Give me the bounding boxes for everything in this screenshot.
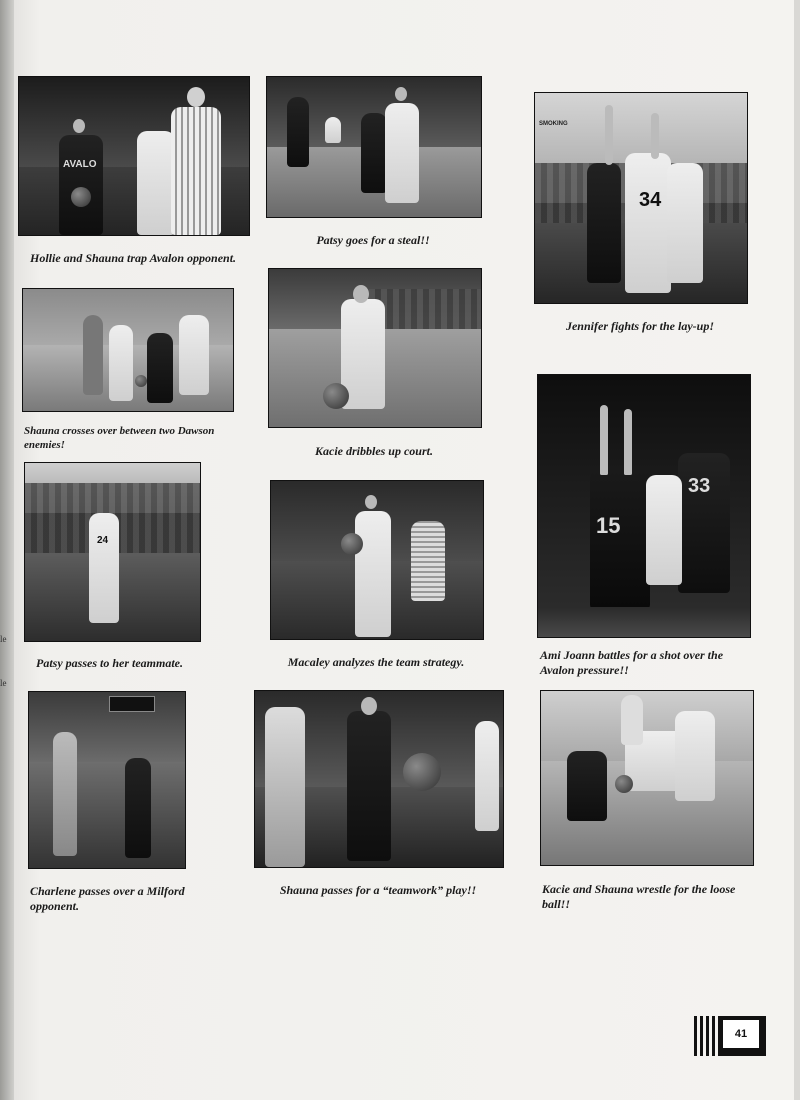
photo-milford-pass xyxy=(28,691,186,869)
caption-crossover: Shauna crosses over between two Dawson enemies! xyxy=(24,425,215,451)
photo-steal xyxy=(266,76,482,218)
photo-pass-teammate xyxy=(24,462,201,642)
badge-stripes xyxy=(694,1016,718,1056)
photo-team-strategy xyxy=(270,480,484,640)
caption-team-strategy: Macaley analyzes the team strategy. xyxy=(287,655,465,669)
caption-avalon-trap: Hollie and Shauna trap Avalon opponent. xyxy=(30,251,237,265)
caption-pass-teammate: Patsy passes to her teammate. xyxy=(36,656,183,670)
photo-teamwork-play xyxy=(254,690,504,868)
photo-layup xyxy=(534,92,748,304)
margin-mark: le xyxy=(0,634,7,644)
margin-mark: le xyxy=(0,678,7,688)
caption-dribble: Kacie dribbles up court. xyxy=(314,444,433,458)
caption-layup: Jennifer fights for the lay-up! xyxy=(565,319,714,333)
spine-shadow xyxy=(0,0,14,1100)
caption-shot-battle: Ami Joann battles for a shot over the Avalon pressure!! xyxy=(540,648,724,677)
scoreboard xyxy=(109,696,155,712)
caption-teamwork-play: Shauna passes for a “teamwork” play!! xyxy=(279,883,477,897)
smoking-sign: SMOKING xyxy=(539,121,568,127)
caption-milford-pass: Charlene passes over a Milford opponent. xyxy=(30,884,185,913)
photo-shot-battle xyxy=(537,374,751,638)
caption-loose-ball: Kacie and Shauna wrestle for the loose ball!! xyxy=(542,882,736,911)
page-number: 41 xyxy=(722,1019,760,1049)
page-number-badge xyxy=(694,1016,774,1056)
jersey-number: 15 xyxy=(596,513,621,538)
jersey-number: 24 xyxy=(97,535,109,546)
jersey-number: 33 xyxy=(688,475,711,497)
photo-loose-ball xyxy=(540,690,754,866)
caption-steal: Patsy goes for a steal!! xyxy=(316,233,430,247)
page-edge xyxy=(794,0,800,1100)
photo-avalon-trap xyxy=(18,76,250,236)
photo-crossover xyxy=(22,288,234,412)
jersey-number: 34 xyxy=(639,189,662,211)
jersey-number: AVALO xyxy=(63,159,97,170)
photo-dribble xyxy=(268,268,482,428)
